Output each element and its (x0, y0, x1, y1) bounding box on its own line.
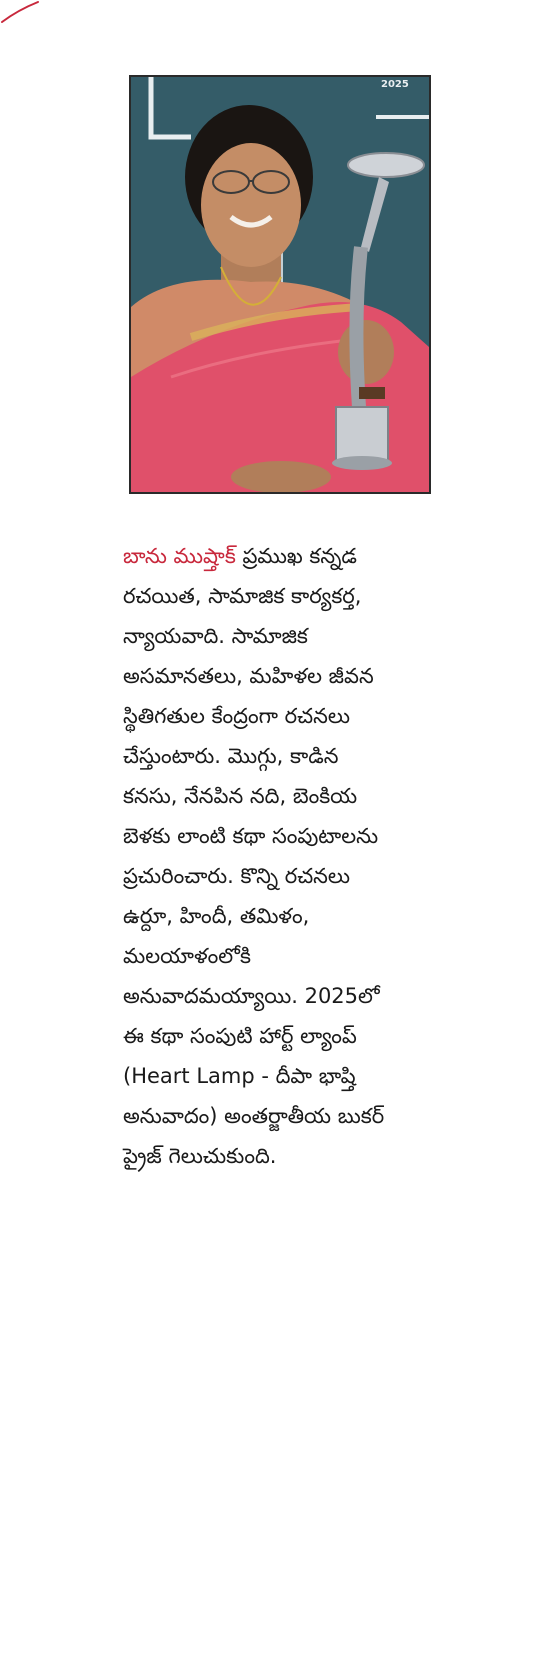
author-bio (123, 536, 453, 1176)
bio-line: చేస్తుంటారు. మొగ్గు, కాడిన (123, 744, 339, 768)
bio-line: ప్రముఖ కన్నడ (235, 544, 357, 568)
bio-line: అనువాదమయ్యాయి. 2025లో (123, 984, 380, 1008)
bio-line: అసమానతలు, మహిళల జీవన (123, 664, 374, 688)
bio-line: న్యాయవాది. సామాజిక (123, 624, 308, 648)
swash-icon (0, 0, 40, 24)
bio-line: కనసు, నేనపిన నది, బెంకియ (123, 784, 358, 808)
bio-line: ప్రచురించారు. కొన్ని రచనలు (123, 864, 351, 888)
bio-line: ఉర్దూ, హిందీ, తమిళం, (123, 904, 310, 928)
bio-line: బెళకు లాంటి కథా సంపుటాలను (123, 824, 379, 848)
bio-line: ప్రైజ్ గెలుచుకుంది. (123, 1144, 277, 1168)
photo-corner-label: 2025 (381, 79, 409, 90)
portrait-photo-icon (131, 77, 429, 492)
bio-line: మలయాళంలోకి (123, 944, 251, 968)
author-name: బాను ముష్తాక్ (123, 544, 236, 568)
bio-line: (Heart Lamp - దీపా భాష్తి (123, 1064, 356, 1088)
bio-line: అనువాదం) అంతర్జాతీయ బుకర్ (123, 1104, 385, 1128)
author-photo (129, 75, 431, 494)
bio-line: ఈ కథా సంపుటి హార్ట్ ల్యాంప్ (123, 1024, 357, 1048)
bio-line: రచయిత, సామాజిక కార్యకర్త, (123, 584, 362, 608)
bio-line: స్థితిగతుల కేంద్రంగా రచనలు (123, 704, 350, 728)
